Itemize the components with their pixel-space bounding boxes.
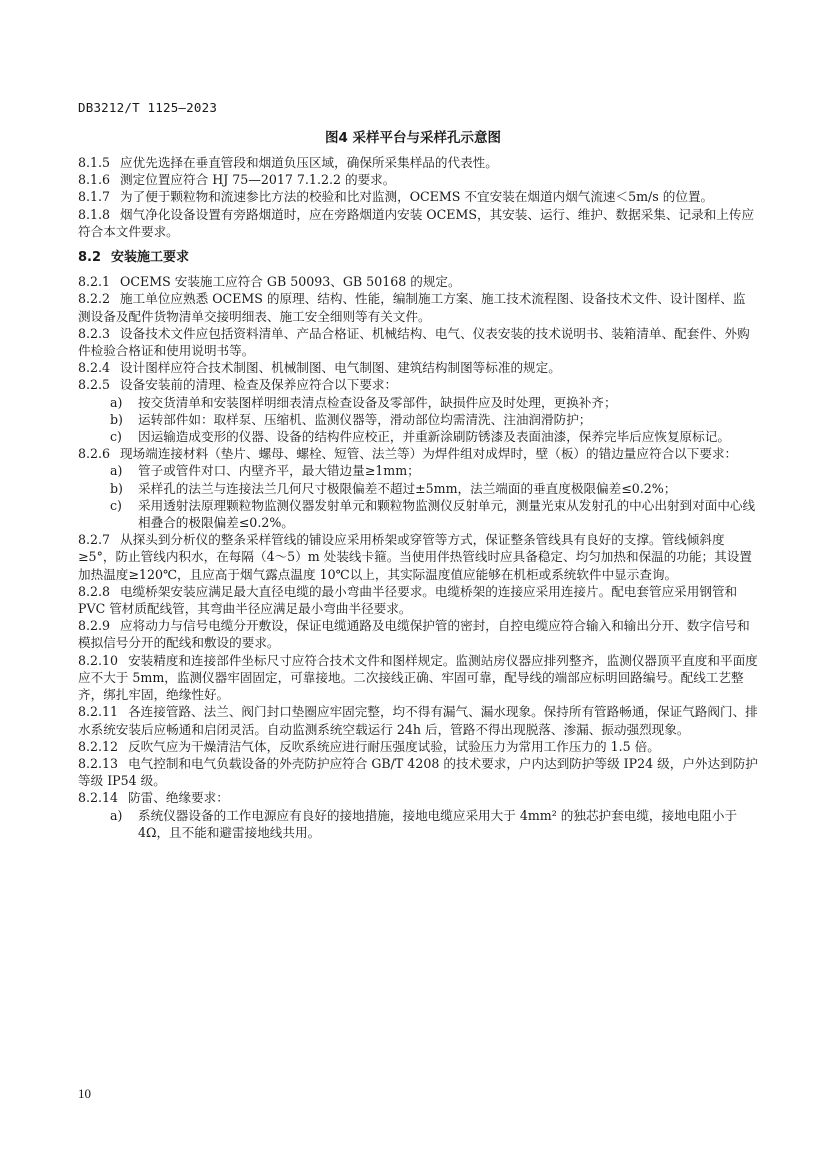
clause-8-2-6: 8.2.6 现场端连接材料（垫片、螺母、螺栓、短管、法兰等）为焊件组对成焊时，壁（板）的错边量应符合以下要求： [78, 446, 738, 462]
list-item: a) 按交货清单和安装图样明细表清点检查设备及零部件，缺损件应及时处理，更换补齐； [110, 394, 617, 410]
clause-8-1-6: 8.1.6 测定位置应符合 HJ 75—2017 7.1.2.2 的要求。 [78, 172, 396, 188]
clause-8-2-11: 8.2.11 各连接管路、法兰、阀门封口垫圈应牢固完整，均不得有漏气、漏水现象。保持所有管路畅通，保证气路阀门、排水系统安装后应畅通和启闭灵活。自动监测系统空载运行 24h 后，管路不得出现脱落、渗漏、振动强烈现象。 [78, 704, 758, 737]
clause-8-2-12: 8.2.12 反吹气应为干燥清洁气体，反吹系统应进行耐压强度试验，试验压力为常用工作压力的 1.5 倍。 [78, 738, 660, 754]
clause-8-1-5: 8.1.5 应优先选择在垂直管段和烟道负压区域，确保所采集样品的代表性。 [78, 155, 498, 170]
section-heading-8-2: 8.2 安装施工要求 [78, 250, 190, 266]
clause-8-2-4: 8.2.4 设计图样应符合技术制图、机械制图、电气制图、建筑结构制图等标准的规定。 [78, 360, 561, 376]
document-code: DB3212/T 1125—2023 [78, 100, 218, 115]
clause-8-2-10: 8.2.10 安装精度和连接部件坐标尺寸应符合技术文件和图样规定。监测站房仪器应排列整齐，监测仪器顶平直度和平面度应不大于 5mm，监测仪器牢固固定，可靠接地。二次接线正确、牢固可靠，配导线的端部应标明回路编号。配线工艺整齐，绑扎牢固，绝缘性好。 [78, 652, 758, 703]
clause-8-2-2: 8.2.2 施工单位应熟悉 OCEMS 的原理、结构、性能，编制施工方案、施工技术流程图、设备技术文件、设计图样、监测设备及配件货物清单交接明细表、施工安全细则等有关文件。 [78, 291, 746, 324]
list-item: c) 因运输造成变形的仪器、设备的结构件应校正，并重新涂刷防锈漆及表面油漆，保养完毕后应恢复原标记。 [110, 429, 730, 445]
document-body [78, 154, 758, 841]
clause-8-2-1: 8.2.1 OCEMS 安装施工应符合 GB 50093、GB 50168 的规定。 [78, 274, 461, 290]
clause-8-1-7: 8.1.7 为了便于颗粒物和流速参比方法的校验和比对监测，OCEMS 不宜安装在烟道内烟气流速＜5m/s 的位置。 [78, 189, 714, 205]
clause-8-2-8: 8.2.8 电缆桥架安装应满足最大直径电缆的最小弯曲半径要求。电缆桥架的连接应采用连接片。配电套管应采用钢管和 PVC 管材质配线管，其弯曲半径应满足最小弯曲半径要求。 [78, 583, 738, 617]
list-item: b) 运转部件如：取样泵、压缩机、监测仪器等，滑动部位均需清洗、注油润滑防护； [110, 411, 592, 427]
figure-caption: 图4 采样平台与采样孔示意图 [324, 130, 502, 146]
clause-8-2-14: 8.2.14 防雷、绝缘要求： [78, 790, 229, 806]
clause-8-2-7: 8.2.7 从探头到分析仪的整条采样管线的铺设应采用桥架或穿管等方式，保证整条管线具有良好的支撑。管线倾斜度≥5°，防止管线内积水，在每隔（4～5）m 处装线卡箍。当使用伴热管线时应具备稳定、均匀加热和保温的功能；其设置加热温度≥120℃，且应高于烟气露点温度 10℃以上，其实际温度值应能够在机柜或系统软件中显示查询。 [78, 532, 752, 582]
clause-8-2-5: 8.2.5 设备安装前的清理、检查及保养应符合以下要求： [78, 377, 398, 393]
page-number: 10 [78, 1086, 91, 1101]
clause-8-2-13: 8.2.13 电气控制和电气负载设备的外壳防护应符合 GB/T 4208 的技术要求，户内达到防护等级 IP24 级，户外达到防护等级 IP54 级。 [78, 755, 758, 789]
list-item: a) 管子或管件对口、内壁齐平，最大错边量≥1mm； [110, 463, 420, 479]
list-item: c) 采用透射法原理颗粒物监测仪器发射单元和颗粒物监测仪反射单元，测量光束从发射孔的中心出射到对面中心线相叠合的极限偏差≤0.2%。 [110, 497, 756, 531]
clause-8-2-3: 8.2.3 设备技术文件应包括资料清单、产品合格证、机械结构、电气、仪表安装的技术说明书、装箱清单、配套件、外购件检验合格证和使用说明书等。 [78, 325, 750, 359]
list-item: b) 采样孔的法兰与连接法兰几何尺寸极限偏差不超过±5mm，法兰端面的垂直度极限偏差≤0.2%； [110, 480, 677, 496]
list-item: a) 系统仪器设备的工作电源应有良好的接地措施，接地电缆应采用大于 4mm² 的独芯护套电缆，接地电阻小于 4Ω，且不能和避雷接地线共用。 [110, 807, 738, 840]
clause-8-2-9: 8.2.9 应将动力与信号电缆分开敷设，保证电缆通路及电缆保护管的密封，自控电缆应符合输入和输出分开、数字信号和模拟信号分开的配线和敷设的要求。 [78, 618, 750, 651]
clause-8-1-8: 8.1.8 烟气净化设备设置有旁路烟道时，应在旁路烟道内安装 OCEMS，其安装、运行、维护、数据采集、记录和上传应符合本文件要求。 [78, 206, 755, 239]
